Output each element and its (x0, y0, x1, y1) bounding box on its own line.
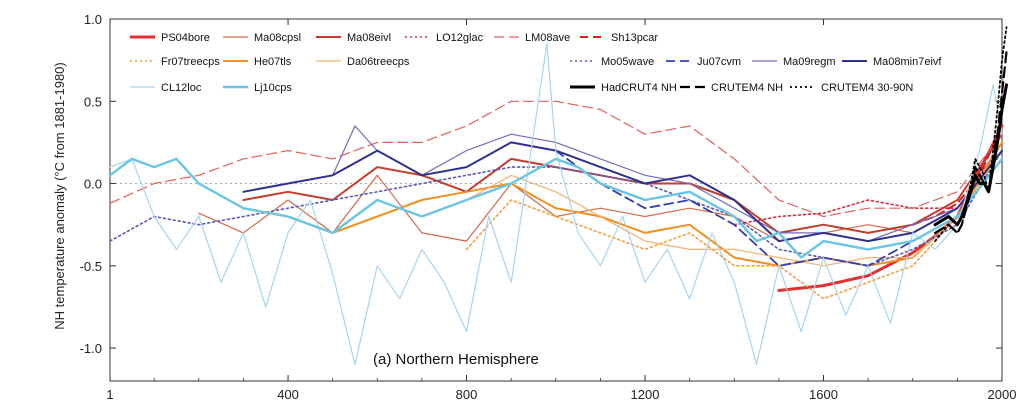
legend-label: Ma08min7eivf (873, 56, 942, 68)
legend-label: Ma08eivl (347, 32, 392, 44)
y-axis-label: NH temperature anomaly (°C from 1881-1980) (52, 62, 67, 330)
series-line-crutem4-30-90n (935, 27, 1006, 241)
legend-label: PS04bore (161, 32, 210, 44)
legend-label: Ma08cpsl (254, 32, 302, 44)
panel-label: (a) Northern Hemisphere (373, 351, 539, 368)
legend-label: LO12glac (436, 32, 484, 44)
y-tick-label: 0.5 (83, 94, 102, 110)
legend-label: Mo05wave (601, 56, 655, 68)
legend-label: Fr07treecps (161, 56, 220, 68)
x-tick-label: 1 (106, 387, 114, 402)
legend-label: LM08ave (525, 32, 571, 44)
x-tick-label: 1200 (630, 387, 660, 402)
axis-ticks (80, 12, 1017, 402)
x-tick-label: 1600 (809, 387, 838, 402)
x-tick-label: 800 (455, 387, 478, 402)
legend-label: HadCRUT4 NH (601, 82, 677, 94)
legend-label: Ju07cvm (697, 56, 742, 68)
legend-label: CRUTEM4 30-90N (821, 82, 914, 94)
legend-label: CRUTEM4 NH (711, 82, 784, 94)
y-tick-label: -0.5 (79, 258, 102, 274)
y-tick-label: 0.0 (83, 176, 102, 192)
legend-label: Lj10cps (254, 82, 292, 94)
legend-label: He07tls (254, 56, 292, 68)
y-tick-label: -1.0 (79, 341, 102, 357)
legend (130, 32, 942, 94)
legend-label: Da06treecps (347, 56, 410, 68)
x-tick-label: 400 (277, 387, 299, 402)
y-tick-label: 1.0 (83, 12, 102, 27)
x-tick-label: 2000 (987, 387, 1017, 402)
legend-label: CL12loc (161, 82, 202, 94)
series-line-ma08cpsl (199, 142, 1002, 241)
series-group (110, 27, 1007, 364)
legend-label: Ma09regm (783, 56, 836, 68)
series-line-hadcrut4-nh (935, 85, 1006, 225)
legend-label: Sh13pcar (611, 32, 659, 44)
